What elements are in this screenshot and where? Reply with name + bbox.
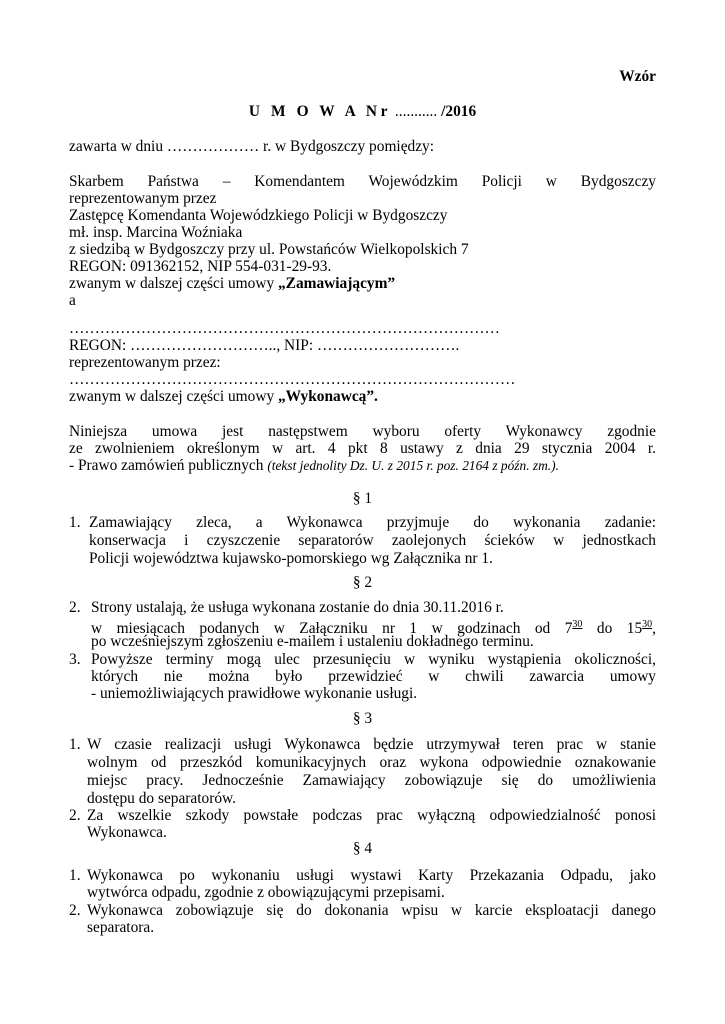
party1-line-2: reprezentowanym przez xyxy=(69,190,217,207)
p2-item3-line-1: Powyższe terminy mogą ulec przesunięciu w wyniku wystąpienia okoliczności, xyxy=(91,651,656,668)
party2-called-text: zwanym w dalszej części umowy xyxy=(69,388,278,405)
p2-hours-comma: , xyxy=(652,620,656,637)
p2-item3-number: 3. xyxy=(69,651,81,668)
p2-item3-line-3: - uniemożliwiających prawidłowe wykonanie usługi. xyxy=(91,685,418,702)
p4-item2-line-1: Wykonawca zobowiązuje się do dokonania wpisu w karcie eksploatacji danego xyxy=(87,902,656,919)
p3-item1-line-1: W czasie realizacji usługi Wykonawca będzie utrzymywał teren prac w stanie xyxy=(87,736,656,753)
p3-item2-line-1: Za wszelkie szkody powstałe podczas prac wyłączną odpowiedzialność ponosi xyxy=(87,807,656,824)
party2-dots-2: …………………………………………………………………………… xyxy=(69,371,516,388)
p1-line-3: Policji województwa kujawsko-pomorskiego wg Załącznika nr 1. xyxy=(89,550,493,567)
p2-hours-to: do 15 xyxy=(582,620,643,637)
p3-item1-line-4: dostępu do separatorów. xyxy=(87,790,237,807)
p1-item-number: 1. xyxy=(69,514,81,531)
party2-called xyxy=(69,388,656,406)
party2-dots-1: ………………………………………………………………………… xyxy=(69,320,500,337)
p4-item1-line-2: wytwórca odpadu, zgodnie z obowiązującymi przepisami. xyxy=(87,884,445,901)
preamble-line-1: Niniejsza umowa jest następstwem wyboru oferty Wykonawcy zgodnie xyxy=(69,423,656,440)
p2-item2-line-3: po wcześniejszym zgłoszeniu e-mailem i ustaleniu dokładnego terminu. xyxy=(91,633,534,650)
p3-item1-line-2: wolnym od przeszkód komunikacyjnych oraz wykona odpowiednie oznakowanie xyxy=(87,754,656,771)
p4-item2-number: 2. xyxy=(69,902,81,919)
p2-hours-text: w miesiącach podanych w Załączniku nr 1 w godzinach od 7 xyxy=(91,620,573,637)
p1-line-2: konserwacja i czyszczenie separatorów zaolejonych ścieków w jednostkach xyxy=(89,532,656,549)
section-2-heading: § 2 xyxy=(352,574,373,591)
preamble-law-name: - Prawo zamówień publicznych xyxy=(69,457,268,474)
title-word: U M O W A Nr xyxy=(248,103,392,120)
p3-item2-line-2: Wykonawca. xyxy=(87,824,167,841)
party1-line-3: Zastępcę Komendanta Wojewódzkiego Policji w Bydgoszczy xyxy=(69,207,448,224)
title-number-dots: ........... xyxy=(391,103,442,120)
party1-line-7 xyxy=(69,275,656,293)
p4-item2-line-2: separatora. xyxy=(87,919,155,936)
title-year: /2016 xyxy=(441,103,477,120)
preamble-citation: (tekst jednolity Dz. U. z 2015 r. poz. 2164 z późn. zm.). xyxy=(267,458,559,473)
party2-regon: REGON: ……………………….., NIP: ………………………. xyxy=(69,337,460,354)
p4-item1-line-1: Wykonawca po wykonaniu usługi wystawi Karty Przekazania Odpadu, jako xyxy=(87,867,656,884)
section-3-heading: § 3 xyxy=(352,710,373,727)
party2-rep: reprezentowanym przez: xyxy=(69,354,221,371)
p3-item1-number: 1. xyxy=(69,736,81,753)
p2-item2-number: 2. xyxy=(69,599,81,616)
template-label: Wzór xyxy=(619,68,656,85)
p2-item3-line-2: których nie można było przewidzieć w chwili zawarcia umowy xyxy=(91,668,656,685)
party1-line-6: REGON: 091362152, NIP 554-031-29-93. xyxy=(69,258,332,275)
p3-item1-line-3: miejsc pracy. Jednocześnie Zamawiający zobowiązuje się do umożliwienia xyxy=(87,772,656,789)
preamble-line-3 xyxy=(69,457,656,475)
section-4-heading: § 4 xyxy=(352,840,373,857)
party1-called-name: „Zamawiającym” xyxy=(277,275,396,292)
p3-item2-number: 2. xyxy=(69,807,81,824)
party1-line-1: Skarbem Państwa – Komendantem Wojewódzkim Policji w Bydgoszczy xyxy=(69,173,656,190)
intro-line: zawarta w dniu ……………… r. w Bydgoszczy pomiędzy: xyxy=(69,138,435,155)
preamble-line-2: ze zwolnieniem określonym w art. 4 pkt 8 ustawy z dnia 29 stycznia 2004 r. xyxy=(69,440,656,457)
p2-hours-start-minutes: 30 xyxy=(572,619,583,630)
party2-called-name: „Wykonawcą”. xyxy=(277,388,378,405)
p2-hours-end-minutes: 30 xyxy=(642,619,653,630)
contract-title xyxy=(0,103,725,121)
party1-line-8: a xyxy=(69,292,76,309)
p1-line-1: Zamawiający zleca, a Wykonawca przyjmuje do wykonania zadanie: xyxy=(89,514,656,531)
party1-line-4: mł. insp. Marcina Woźniaka xyxy=(69,224,243,241)
section-1-heading: § 1 xyxy=(352,490,373,507)
party1-line-5: z siedzibą w Bydgoszczy przy ul. Powstańców Wielkopolskich 7 xyxy=(69,241,469,258)
p4-item1-number: 1. xyxy=(69,867,81,884)
party1-called-text: zwanym w dalszej części umowy xyxy=(69,275,278,292)
p2-item2-line-1: Strony ustalają, że usługa wykonana zostanie do dnia 30.11.2016 r. xyxy=(91,599,504,616)
